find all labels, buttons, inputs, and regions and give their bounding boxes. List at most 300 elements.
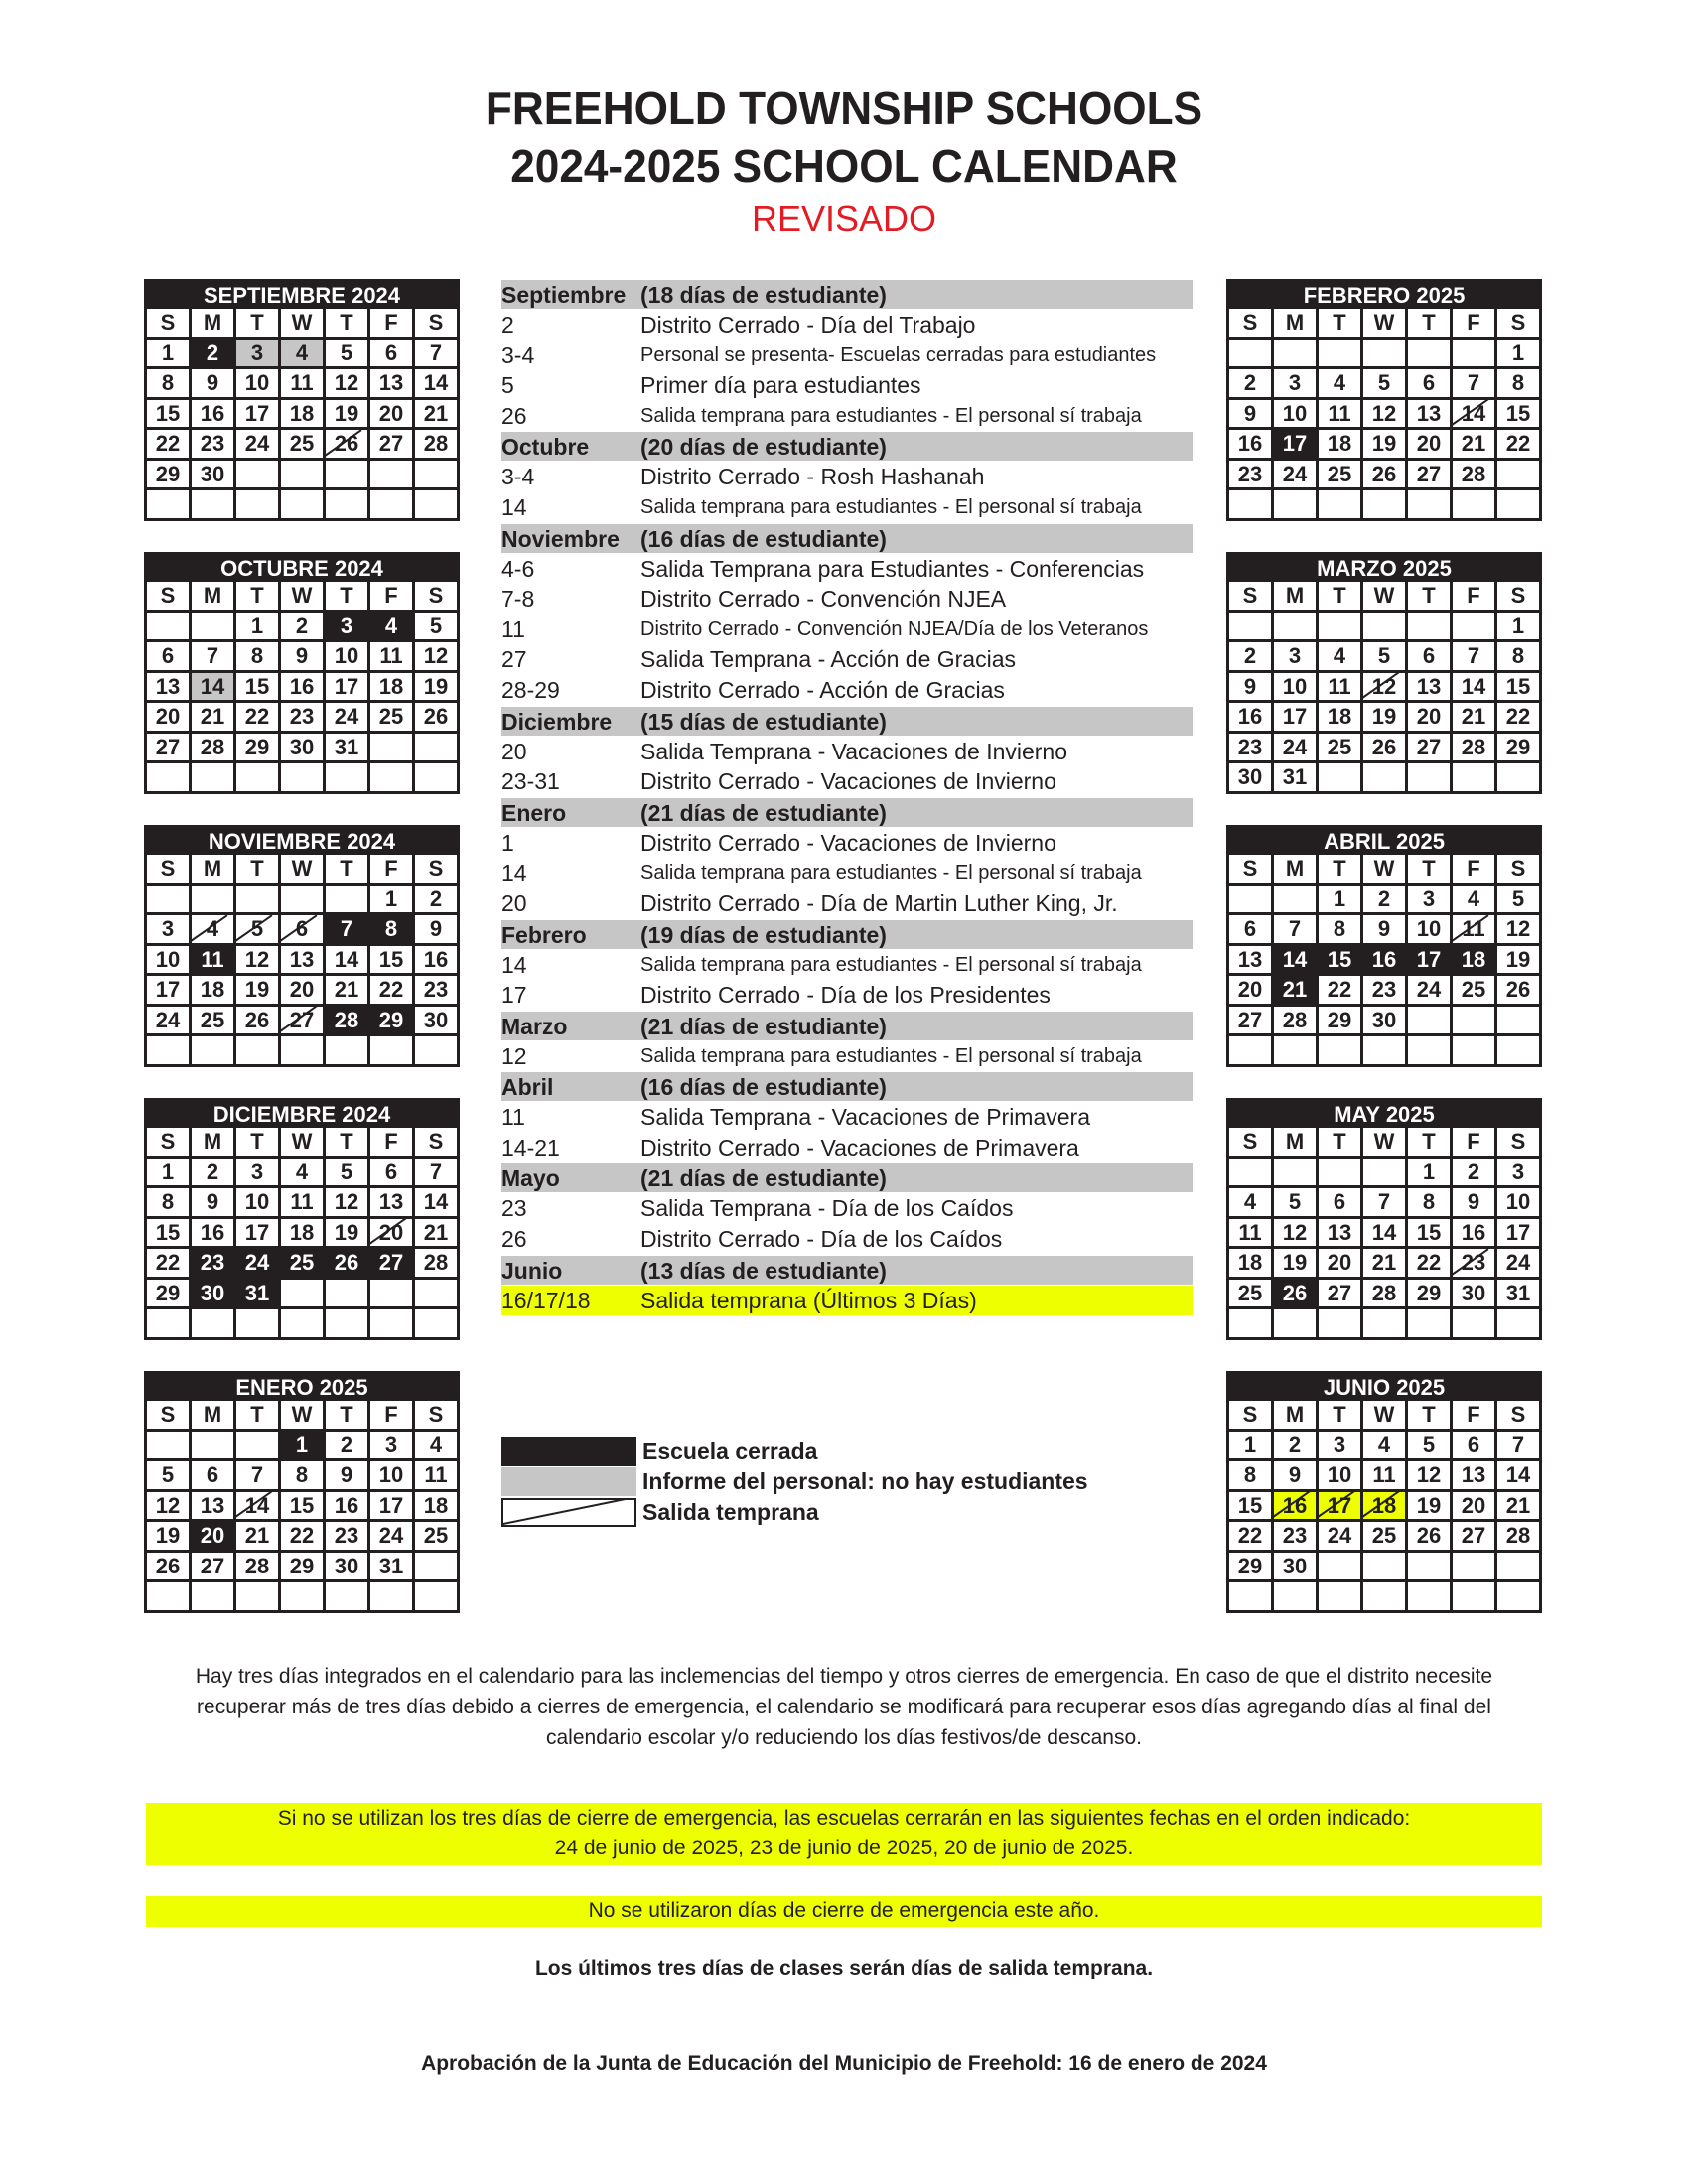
day-cell: 28 — [326, 1007, 367, 1034]
weekday-header: F — [370, 582, 412, 610]
weekday-header: T — [1408, 1128, 1450, 1156]
day-cell: 1 — [236, 613, 278, 640]
day-cell: 20 — [1453, 1492, 1494, 1520]
month-grid — [1229, 309, 1539, 518]
day-cell: 20 — [1229, 976, 1271, 1004]
day-cell: 18 — [1229, 1249, 1271, 1277]
day-cell: 24 — [1319, 1522, 1360, 1550]
weekday-header: S — [1229, 582, 1271, 610]
weekday-header: T — [236, 1401, 278, 1429]
empty-cell — [1229, 490, 1271, 518]
month-title: SEPTIEMBRE 2024 — [147, 282, 457, 309]
day-cell: 1 — [1497, 340, 1539, 367]
day-cell: 15 — [236, 673, 278, 701]
weekday-header: W — [281, 1401, 323, 1429]
event-row — [501, 675, 1193, 706]
event-description: Distrito Cerrado - Día de Martin Luther King, Jr. — [640, 889, 1118, 916]
month-grid — [1229, 855, 1539, 1064]
empty-cell — [415, 490, 457, 518]
weekday-header: W — [281, 1128, 323, 1156]
day-cell: 22 — [1497, 430, 1539, 458]
day-cell: 12 — [1408, 1461, 1450, 1489]
event-row — [501, 737, 1193, 767]
day-cell: 3 — [370, 1432, 412, 1459]
empty-cell — [281, 1582, 323, 1610]
empty-cell — [415, 1582, 457, 1610]
weekday-header: F — [370, 1401, 412, 1429]
day-cell: 8 — [236, 642, 278, 670]
day-cell: 15 — [147, 400, 189, 428]
empty-cell — [326, 1280, 367, 1307]
day-cell: 29 — [1319, 1007, 1360, 1034]
event-row — [501, 1193, 1193, 1224]
day-cell: 3 — [1274, 369, 1316, 397]
month-summary-row — [501, 280, 1193, 309]
day-cell: 18 — [1363, 1492, 1405, 1520]
day-cell: 26 — [236, 1007, 278, 1034]
day-cell: 22 — [236, 703, 278, 731]
empty-cell — [236, 763, 278, 791]
day-cell: 1 — [1497, 613, 1539, 640]
weekday-header: T — [1408, 855, 1450, 883]
day-cell: 11 — [1363, 1461, 1405, 1489]
day-cell: 24 — [1274, 734, 1316, 761]
day-cell: 9 — [1363, 915, 1405, 943]
day-cell: 16 — [1229, 430, 1271, 458]
empty-cell — [326, 461, 367, 488]
day-cell: 16 — [1229, 703, 1271, 731]
empty-cell — [370, 1582, 412, 1610]
empty-cell — [1319, 340, 1360, 367]
day-cell: 21 — [1363, 1249, 1405, 1277]
day-cell: 27 — [1453, 1522, 1494, 1550]
day-cell: 29 — [236, 734, 278, 761]
empty-cell — [1453, 613, 1494, 640]
empty-cell — [147, 886, 189, 913]
calendar-month — [144, 279, 460, 521]
empty-cell — [1497, 1007, 1539, 1034]
day-cell: 27 — [192, 1553, 233, 1580]
day-cell: 10 — [236, 369, 278, 397]
weekday-header: F — [1453, 1128, 1494, 1156]
day-cell: 2 — [326, 1432, 367, 1459]
day-cell: 26 — [326, 1249, 367, 1277]
day-cell: 29 — [147, 461, 189, 488]
day-cell: 25 — [281, 430, 323, 458]
day-cell: 22 — [1497, 703, 1539, 731]
weekday-header: M — [1274, 582, 1316, 610]
day-cell: 12 — [1274, 1219, 1316, 1247]
empty-cell — [236, 1432, 278, 1459]
weekday-header: M — [1274, 855, 1316, 883]
weekday-header: T — [326, 1128, 367, 1156]
day-cell: 6 — [1453, 1432, 1494, 1459]
empty-cell — [192, 886, 233, 913]
event-row — [501, 370, 1193, 401]
day-cell: 30 — [281, 734, 323, 761]
event-date: 11 — [501, 615, 525, 642]
month-name: Junio — [501, 1257, 563, 1284]
student-days-count: (16 días de estudiante) — [640, 525, 887, 552]
event-date: 14-21 — [501, 1134, 560, 1160]
day-cell: 16 — [192, 1219, 233, 1247]
event-description: Personal se presenta- Escuelas cerradas para estudiantes — [640, 343, 1157, 366]
day-cell: 4 — [281, 1159, 323, 1186]
event-date: 16/17/18 — [501, 1287, 591, 1313]
calendar-month — [1226, 825, 1542, 1067]
day-cell: 21 — [1497, 1492, 1539, 1520]
day-cell: 25 — [192, 1007, 233, 1034]
empty-cell — [1497, 1036, 1539, 1064]
event-description: Distrito Cerrado - Rosh Hashanah — [640, 464, 985, 490]
student-days-count: (13 días de estudiante) — [640, 1257, 887, 1284]
day-cell: 17 — [1274, 430, 1316, 458]
day-cell: 7 — [236, 1461, 278, 1489]
day-cell: 18 — [415, 1492, 457, 1520]
month-title: JUNIO 2025 — [1229, 1374, 1539, 1401]
day-cell: 29 — [281, 1553, 323, 1580]
day-cell: 6 — [370, 1159, 412, 1186]
weekday-header: W — [281, 309, 323, 337]
day-cell: 23 — [326, 1522, 367, 1550]
day-cell: 21 — [1453, 703, 1494, 731]
day-cell: 13 — [370, 369, 412, 397]
day-cell: 23 — [415, 976, 457, 1004]
student-days-count: (18 días de estudiante) — [640, 282, 887, 308]
day-cell: 8 — [147, 369, 189, 397]
event-date: 26 — [501, 402, 527, 429]
event-row — [501, 828, 1193, 859]
day-cell: 30 — [192, 461, 233, 488]
day-cell: 1 — [1229, 1432, 1271, 1459]
day-cell: 22 — [147, 430, 189, 458]
month-summary-row — [501, 798, 1193, 827]
day-cell: 14 — [1363, 1219, 1405, 1247]
day-cell: 7 — [1363, 1188, 1405, 1216]
month-name: Abril — [501, 1074, 554, 1101]
day-cell: 24 — [370, 1522, 412, 1550]
day-cell: 28 — [192, 734, 233, 761]
empty-cell — [415, 1553, 457, 1580]
day-cell: 16 — [192, 400, 233, 428]
empty-cell — [1453, 1309, 1494, 1337]
weekday-header: F — [1453, 1401, 1494, 1429]
day-cell: 8 — [1497, 369, 1539, 397]
day-cell: 2 — [192, 340, 233, 367]
event-description: Salida Temprana - Vacaciones de Primavera — [640, 1104, 1090, 1131]
day-cell: 5 — [1363, 642, 1405, 670]
day-cell: 11 — [1319, 400, 1360, 428]
weekday-header: S — [147, 1128, 189, 1156]
day-cell: 8 — [281, 1461, 323, 1489]
event-description: Salida Temprana - Vacaciones de Invierno — [640, 738, 1068, 764]
weekday-header: M — [192, 1401, 233, 1429]
day-cell: 2 — [1229, 642, 1271, 670]
empty-cell — [415, 1036, 457, 1064]
calendar-month — [1226, 1371, 1542, 1613]
event-date: 1 — [501, 829, 514, 856]
day-cell: 28 — [1497, 1522, 1539, 1550]
day-cell: 23 — [192, 430, 233, 458]
calendar-title: 2024-2025 SCHOOL CALENDAR — [510, 140, 1178, 192]
day-cell: 11 — [1319, 673, 1360, 701]
day-cell: 4 — [1453, 886, 1494, 913]
empty-cell — [370, 734, 412, 761]
day-cell: 2 — [1363, 886, 1405, 913]
day-cell: 5 — [1497, 886, 1539, 913]
day-cell: 26 — [415, 703, 457, 731]
day-cell: 23 — [192, 1249, 233, 1277]
empty-cell — [281, 490, 323, 518]
day-cell: 17 — [370, 1492, 412, 1520]
day-cell: 14 — [1274, 946, 1316, 974]
month-grid — [147, 309, 457, 518]
empty-cell — [192, 613, 233, 640]
day-cell: 28 — [1453, 461, 1494, 488]
weekday-header: T — [1319, 1128, 1360, 1156]
empty-cell — [1408, 1007, 1450, 1034]
weekday-header: T — [1408, 582, 1450, 610]
day-cell: 14 — [1497, 1461, 1539, 1489]
weekday-header: T — [236, 582, 278, 610]
month-name: Octubre — [501, 434, 590, 461]
empty-cell — [147, 613, 189, 640]
empty-cell — [1229, 340, 1271, 367]
event-row — [501, 858, 1193, 888]
unused-emergency-days-note — [146, 1803, 1542, 1865]
day-cell: 15 — [1497, 673, 1539, 701]
last-days-note: Los últimos tres días de clases serán días de salida temprana. — [534, 1957, 1154, 1979]
day-cell: 8 — [1319, 915, 1360, 943]
day-cell: 15 — [1497, 400, 1539, 428]
empty-cell — [1229, 886, 1271, 913]
weekday-header: S — [1497, 309, 1539, 337]
weekday-header: F — [370, 309, 412, 337]
day-cell: 12 — [1363, 673, 1405, 701]
day-cell: 17 — [1274, 703, 1316, 731]
event-date: 20 — [501, 889, 527, 916]
day-cell: 4 — [415, 1432, 457, 1459]
empty-cell — [370, 461, 412, 488]
day-cell: 7 — [1274, 915, 1316, 943]
day-cell: 17 — [326, 673, 367, 701]
calendar-month — [1226, 279, 1542, 521]
day-cell: 19 — [1363, 430, 1405, 458]
day-cell: 6 — [192, 1461, 233, 1489]
day-cell: 27 — [281, 1007, 323, 1034]
event-row — [501, 644, 1193, 675]
day-cell: 12 — [326, 1188, 367, 1216]
calendar-month — [144, 825, 460, 1067]
weekday-header: S — [1229, 1128, 1271, 1156]
day-cell: 27 — [1229, 1007, 1271, 1034]
empty-cell — [147, 1309, 189, 1337]
day-cell: 20 — [1408, 703, 1450, 731]
weekday-header: S — [415, 1401, 457, 1429]
day-cell: 13 — [1453, 1461, 1494, 1489]
day-cell: 9 — [326, 1461, 367, 1489]
empty-cell — [415, 1280, 457, 1307]
event-row — [501, 584, 1193, 614]
legend-label: Salida temprana — [642, 1498, 819, 1525]
legend-swatch-closed — [501, 1437, 636, 1466]
day-cell: 21 — [192, 703, 233, 731]
weekday-header: W — [1363, 582, 1405, 610]
day-cell: 3 — [1319, 1432, 1360, 1459]
empty-cell — [1497, 490, 1539, 518]
day-cell: 10 — [1497, 1188, 1539, 1216]
day-cell: 3 — [1497, 1159, 1539, 1186]
day-cell: 16 — [326, 1492, 367, 1520]
weekday-header: S — [1229, 855, 1271, 883]
day-cell: 29 — [370, 1007, 412, 1034]
event-date: 5 — [501, 372, 514, 399]
day-cell: 12 — [415, 642, 457, 670]
day-cell: 23 — [1229, 734, 1271, 761]
empty-cell — [1497, 1309, 1539, 1337]
student-days-count: (21 días de estudiante) — [640, 1013, 887, 1039]
empty-cell — [192, 490, 233, 518]
day-cell: 4 — [1319, 642, 1360, 670]
day-cell: 14 — [1453, 673, 1494, 701]
day-cell: 4 — [1319, 369, 1360, 397]
weekday-header: T — [1319, 1401, 1360, 1429]
empty-cell — [1229, 1036, 1271, 1064]
weekday-header: S — [147, 855, 189, 883]
day-cell: 8 — [147, 1188, 189, 1216]
weekday-header: W — [1363, 855, 1405, 883]
day-cell: 9 — [281, 642, 323, 670]
legend-item-closed — [501, 1436, 1088, 1467]
revised-label: REVISADO — [751, 199, 937, 239]
day-cell: 3 — [1408, 886, 1450, 913]
empty-cell — [147, 763, 189, 791]
day-cell: 22 — [370, 976, 412, 1004]
day-cell: 11 — [192, 946, 233, 974]
empty-cell — [1229, 1159, 1271, 1186]
event-row — [501, 1286, 1193, 1316]
day-cell: 26 — [1408, 1522, 1450, 1550]
month-title: OCTUBRE 2024 — [147, 555, 457, 582]
empty-cell — [415, 763, 457, 791]
event-description: Salida temprana para estudiantes - El personal sí trabaja — [640, 404, 1142, 427]
legend-label: Informe del personal: no hay estudiantes — [642, 1468, 1088, 1495]
event-date: 11 — [501, 1104, 525, 1131]
event-description: Distrito Cerrado - Vacaciones de Primavera — [640, 1134, 1079, 1160]
day-cell: 11 — [281, 1188, 323, 1216]
empty-cell — [192, 1582, 233, 1610]
event-date: 27 — [501, 646, 527, 673]
event-description: Distrito Cerrado - Vacaciones de Invierno — [640, 829, 1056, 856]
empty-cell — [326, 490, 367, 518]
day-cell: 5 — [1408, 1432, 1450, 1459]
event-date: 14 — [501, 493, 527, 520]
empty-cell — [1453, 1036, 1494, 1064]
month-grid — [1229, 1128, 1539, 1337]
day-cell: 16 — [1453, 1219, 1494, 1247]
day-cell: 26 — [326, 430, 367, 458]
event-date: 23 — [501, 1195, 527, 1222]
day-cell: 19 — [236, 976, 278, 1004]
day-cell: 2 — [1274, 1432, 1316, 1459]
day-cell: 17 — [1497, 1219, 1539, 1247]
empty-cell — [370, 763, 412, 791]
day-cell: 17 — [1408, 946, 1450, 974]
empty-cell — [147, 1036, 189, 1064]
day-cell: 6 — [147, 642, 189, 670]
empty-cell — [281, 1280, 323, 1307]
day-cell: 3 — [236, 1159, 278, 1186]
legend-item-staff — [501, 1467, 1088, 1498]
weekday-header: S — [1497, 855, 1539, 883]
event-row — [501, 554, 1193, 585]
student-days-count: (16 días de estudiante) — [640, 1074, 887, 1101]
day-cell: 18 — [1319, 430, 1360, 458]
day-cell: 27 — [370, 430, 412, 458]
day-cell: 15 — [1229, 1492, 1271, 1520]
weekday-header: M — [192, 309, 233, 337]
day-cell: 26 — [1274, 1280, 1316, 1307]
event-row — [501, 462, 1193, 492]
board-approval-note: Aprobación de la Junta de Educación del Municipio de Freehold: 16 de enero de 2024 — [421, 2052, 1267, 2075]
day-cell: 9 — [1274, 1461, 1316, 1489]
empty-cell — [1274, 340, 1316, 367]
day-cell: 21 — [1453, 430, 1494, 458]
empty-cell — [1319, 1553, 1360, 1580]
day-cell: 9 — [1229, 673, 1271, 701]
day-cell: 11 — [415, 1461, 457, 1489]
month-summary-row — [501, 1163, 1193, 1192]
weekday-header: M — [1274, 1401, 1316, 1429]
month-name: Enero — [501, 799, 567, 826]
day-cell: 19 — [326, 400, 367, 428]
empty-cell — [1408, 1582, 1450, 1610]
day-cell: 20 — [370, 400, 412, 428]
day-cell: 6 — [281, 915, 323, 943]
month-summary-row — [501, 1072, 1193, 1101]
event-row — [501, 1133, 1193, 1163]
day-cell: 26 — [147, 1553, 189, 1580]
weekday-header: S — [415, 582, 457, 610]
day-cell: 7 — [1453, 642, 1494, 670]
day-cell: 2 — [281, 613, 323, 640]
day-cell: 30 — [192, 1280, 233, 1307]
day-cell: 1 — [370, 886, 412, 913]
event-date: 26 — [501, 1226, 527, 1253]
day-cell: 18 — [281, 1219, 323, 1247]
legend-label: Escuela cerrada — [642, 1437, 818, 1464]
day-cell: 18 — [281, 400, 323, 428]
empty-cell — [192, 1309, 233, 1337]
empty-cell — [415, 734, 457, 761]
day-cell: 12 — [236, 946, 278, 974]
day-cell: 6 — [1408, 369, 1450, 397]
event-row — [501, 614, 1193, 645]
empty-cell — [1363, 1553, 1405, 1580]
day-cell: 23 — [1229, 461, 1271, 488]
month-name: Noviembre — [501, 525, 620, 552]
day-cell: 6 — [1229, 915, 1271, 943]
day-cell: 17 — [236, 1219, 278, 1247]
weekday-header: T — [236, 309, 278, 337]
day-cell: 5 — [326, 1159, 367, 1186]
empty-cell — [326, 1036, 367, 1064]
month-grid — [147, 582, 457, 791]
empty-cell — [1453, 490, 1494, 518]
legend-swatch-early — [501, 1498, 636, 1527]
event-description: Distrito Cerrado - Día del Trabajo — [640, 312, 976, 338]
day-cell: 31 — [370, 1553, 412, 1580]
